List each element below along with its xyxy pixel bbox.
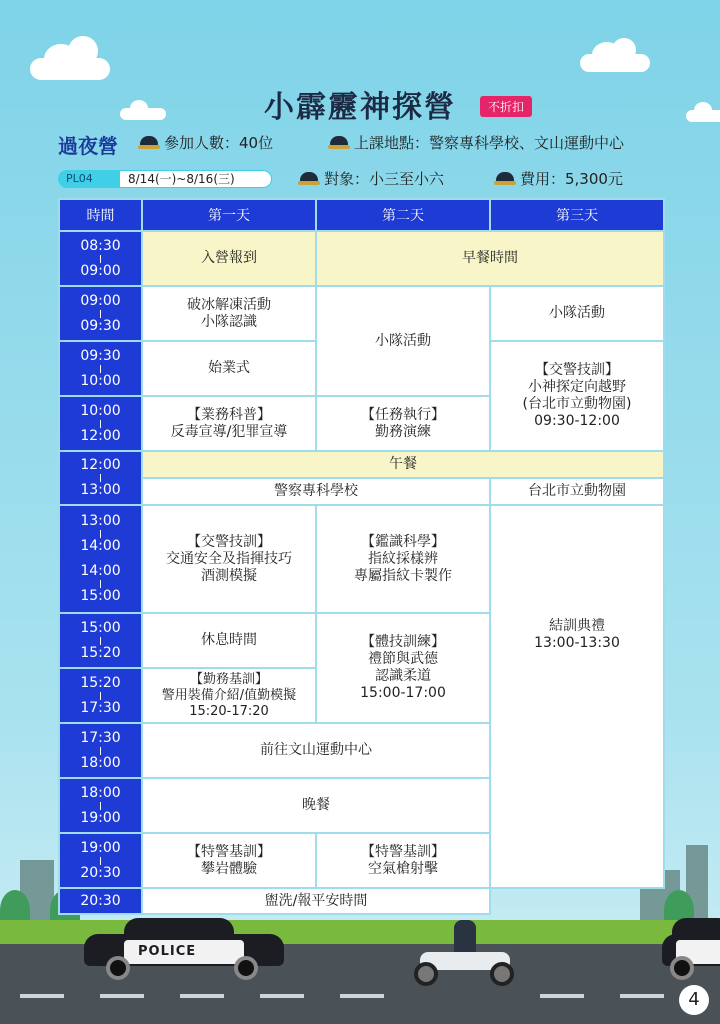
police-hat-icon <box>494 172 516 186</box>
cell-duty: 【勤務基訓】 警用裝備介紹/值勤模擬 15:20-17:20 <box>142 668 316 723</box>
cell-to-wenshan: 前往文山運動中心 <box>142 723 490 778</box>
cell-opening: 始業式 <box>142 341 316 396</box>
cloud-decoration <box>580 54 650 72</box>
cell-police-school: 警察專科學校 <box>142 478 490 505</box>
time-slot: 08:30 09:00 <box>59 231 142 286</box>
cell-day3-traffic: 【交警技訓】 小神探定向越野 (台北市立動物園) 09:30-12:00 <box>490 341 664 451</box>
page-number: 4 <box>679 985 709 1015</box>
police-hat-icon <box>298 172 320 186</box>
police-car-text: POLICE <box>138 944 197 959</box>
table-header-row <box>59 199 664 231</box>
cell-breakfast: 早餐時間 <box>316 231 664 286</box>
time-slot: 15:20 17:30 <box>59 668 142 723</box>
cell-zoo: 台北市立動物園 <box>490 478 664 505</box>
page-title: 小霹靂神探營 <box>264 90 456 125</box>
table-row <box>59 286 664 341</box>
cell-martial: 【體技訓練】 禮節與武德 認識柔道 15:00-17:00 <box>316 613 490 723</box>
table-row <box>59 451 664 478</box>
header-day1: 第一天 <box>142 199 316 231</box>
cell-checkin: 入營報到 <box>142 231 316 286</box>
fee-info: 費用：5,300元 <box>494 168 623 189</box>
header-time: 時間 <box>59 199 142 231</box>
cell-biz: 【業務科普】 反毒宣導/犯罪宣導 <box>142 396 316 451</box>
cell-icebreak: 破冰解凍活動 小隊認識 <box>142 286 316 341</box>
schedule-table <box>58 198 665 915</box>
course-code: PL04 <box>58 170 120 188</box>
cell-rest: 休息時間 <box>142 613 316 668</box>
location-info: 上課地點：警察專科學校、文山運動中心 <box>328 132 624 153</box>
police-hat-icon <box>138 136 160 150</box>
cell-closing: 結訓典禮 13:00-13:30 <box>490 505 664 888</box>
time-slot: 13:00 14:00 14:00 15:00 <box>59 505 142 613</box>
table-row <box>59 888 664 914</box>
header-day2: 第二天 <box>316 199 490 231</box>
target-info: 對象：小三至小六 <box>298 168 444 189</box>
table-row <box>59 478 664 505</box>
cell-lunch: 午餐 <box>142 451 664 478</box>
discount-tag: 不折扣 <box>480 96 532 117</box>
police-car-illustration <box>84 918 284 972</box>
time-slot: 18:00 19:00 <box>59 778 142 833</box>
table-row <box>59 231 664 286</box>
cell-special1: 【特警基訓】 攀岩體驗 <box>142 833 316 888</box>
cell-squad-day2: 小隊活動 <box>316 286 490 396</box>
camp-type-label: 過夜營 <box>58 134 118 158</box>
cell-wash: 盥洗/報平安時間 <box>142 888 490 914</box>
title-area <box>0 82 720 126</box>
time-slot: 20:30 <box>59 888 142 914</box>
cell-task: 【任務執行】 勤務演練 <box>316 396 490 451</box>
time-slot: 09:30 10:00 <box>59 341 142 396</box>
table-row <box>59 505 664 613</box>
time-slot: 15:00 15:20 <box>59 613 142 668</box>
header-day3: 第三天 <box>490 199 664 231</box>
police-car-illustration-right <box>662 918 720 972</box>
cell-special2: 【特警基訓】 空氣槍射擊 <box>316 833 490 888</box>
police-hat-icon <box>328 136 350 150</box>
police-motorcycle-illustration <box>410 916 518 986</box>
time-slot: 19:00 20:30 <box>59 833 142 888</box>
time-slot: 17:30 18:00 <box>59 723 142 778</box>
cell-forensic: 【鑑識科學】 指紋採樣辨 專屬指紋卡製作 <box>316 505 490 613</box>
cell-traffic-day1: 【交警技訓】 交通安全及指揮技巧 酒測模擬 <box>142 505 316 613</box>
time-slot: 10:00 12:00 <box>59 396 142 451</box>
time-slot: 12:00 13:00 <box>59 451 142 505</box>
cloud-decoration <box>30 58 110 80</box>
cell-dinner: 晚餐 <box>142 778 490 833</box>
time-slot: 09:00 09:30 <box>59 286 142 341</box>
course-dates: 8/14(一)~8/16(三) <box>120 170 272 188</box>
participants-info: 參加人數：40位 <box>138 132 273 153</box>
cell-squad-day3: 小隊活動 <box>490 286 664 341</box>
